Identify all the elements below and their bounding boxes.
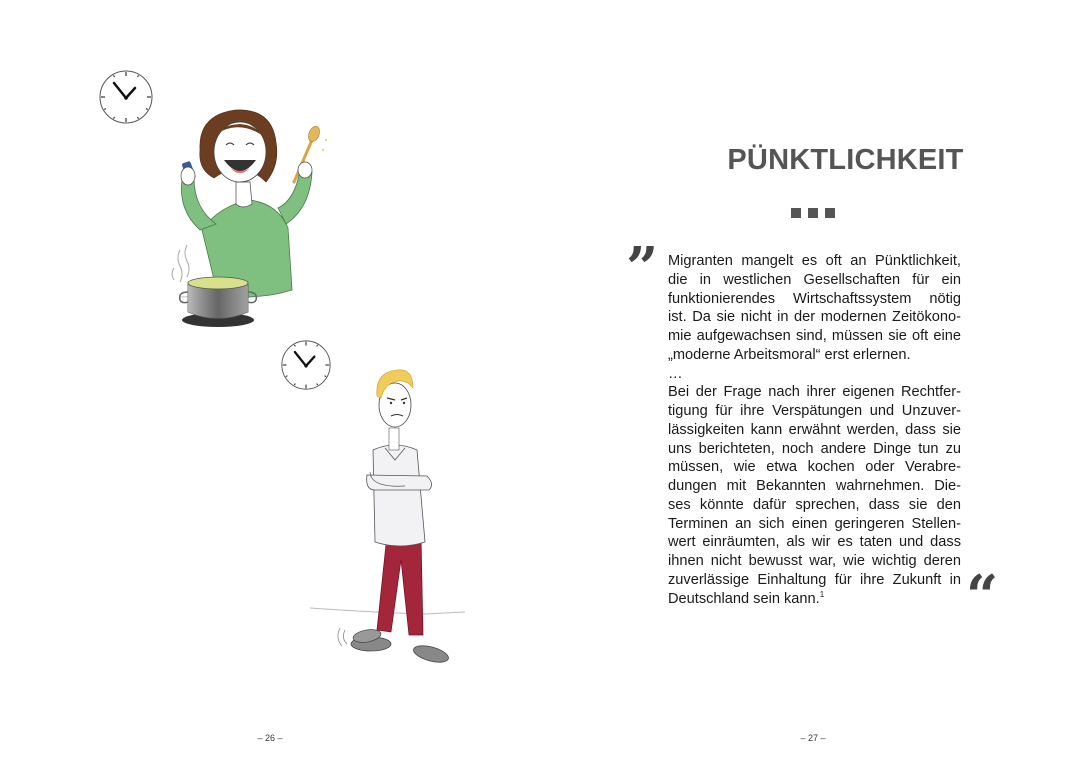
quote-line: müssen, wie etwa kochen oder Verabre- <box>668 459 961 476</box>
waiting-man-illustration <box>305 360 470 670</box>
clock-icon <box>98 69 154 125</box>
quote-line: „moderne Arbeitsmoral“ erst erlernen. <box>668 346 911 363</box>
ornament-square <box>825 208 835 218</box>
quote-ellipsis: … <box>668 365 683 382</box>
quote-line: funktionierendes Wirtschaftssystem nötig <box>668 290 961 307</box>
quote-line: ist. Da sie nicht in der modernen Zeitökono- <box>668 309 961 326</box>
quote-line-text: Deutschland sein kann. <box>668 590 820 607</box>
quote-line: uns berichteten, noch andere Dinge tun zu <box>668 440 961 457</box>
page-number: – 27 – <box>800 733 826 743</box>
quote-line: tigung für ihre Verspätungen und Unzuver- <box>668 403 961 419</box>
chapter-title <box>541 144 1082 177</box>
ornament-square <box>808 208 818 218</box>
ornament-square <box>791 208 801 218</box>
quote-line: dungen mit Bekannten wahrnehmen. Die- <box>668 478 961 494</box>
woman-cooking-illustration <box>160 100 330 335</box>
chapter-title-text: PÜNKTLICHKEIT <box>727 144 964 176</box>
quote-line-last <box>668 590 961 609</box>
page-number: – 26 – <box>257 733 283 743</box>
footnote-marker[interactable]: 1 <box>819 589 825 599</box>
close-quote-mark-icon: “ <box>966 563 995 629</box>
quote-line: Migranten mangelt es oft an Pünktlichkeit, <box>668 253 961 269</box>
quote-line: wert einräumten, als wir es taten und dass <box>668 534 961 551</box>
open-quote-mark-icon: ” <box>626 235 655 301</box>
quote-line: lässigkeiten kann erwähnt werden, dass sie <box>668 421 961 438</box>
right-page <box>541 0 1082 767</box>
quote-line: ihnen nicht bewusst war, wie wichtig deren <box>668 553 961 569</box>
quote-body <box>668 252 961 608</box>
quote-line: zuverlässige Einhaltung für ihre Zukunft in <box>668 571 961 588</box>
quote-line: mie aufgewachsen sind, müssen sie oft eine <box>668 328 961 344</box>
quote-line: Terminen an sich einen geringeren Stellen- <box>668 515 961 532</box>
quote-line: ses könnte dafür sprechen, dass sie den <box>668 496 961 513</box>
quote-line: Bei der Frage nach ihrer eigenen Rechtfer- <box>668 384 961 401</box>
title-ornament <box>791 208 835 218</box>
quote-line: die in westlichen Gesellschaften für ein <box>668 271 961 288</box>
